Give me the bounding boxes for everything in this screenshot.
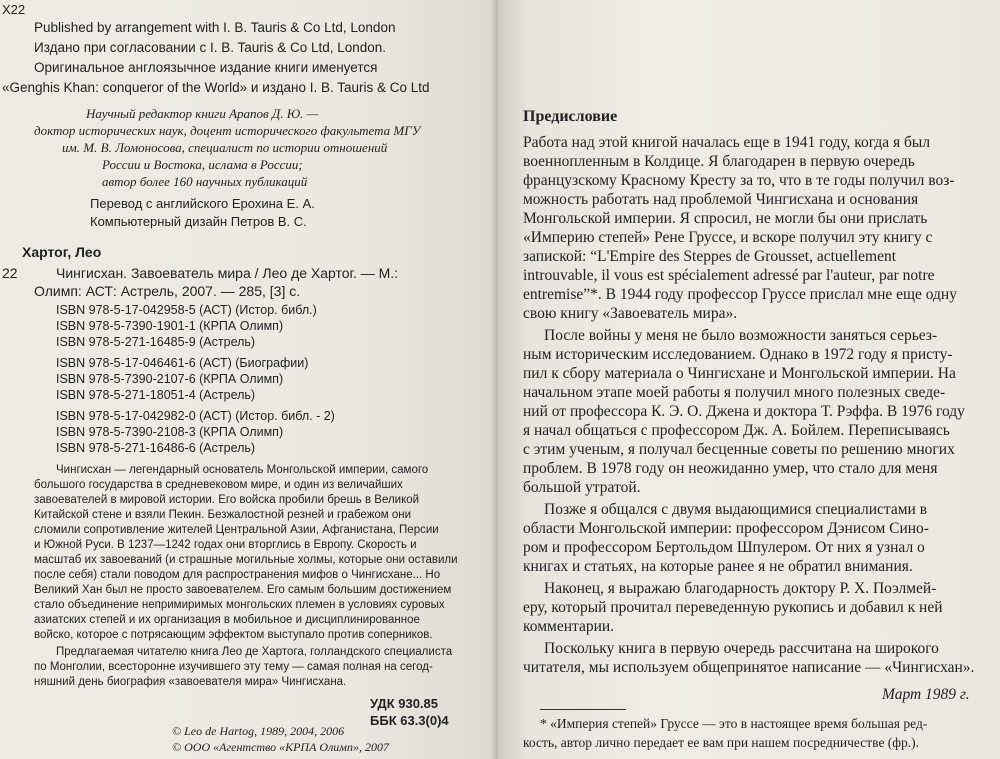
annotation-line: стало объединение непримиримых монгольских племен в условиях суровых <box>34 599 445 611</box>
isbn-line: ISBN 978-5-7390-2108-3 (КРПА Олимп) <box>56 425 284 439</box>
footnote-line: * «Империя степей» Груссе — это в настоящее время большая ред- <box>540 716 928 731</box>
preface-line: книгах и статьях, на которые ранее я не обратил внимания. <box>523 558 913 575</box>
preface-line: большой утратой. <box>523 479 641 496</box>
preface-heading: Предисловие <box>523 108 618 125</box>
udk-code: УДК 930.85 <box>370 696 438 711</box>
annotation-line: масштаб их завоеваний (и страшные могильные холмы, которые они оставили <box>34 554 458 566</box>
pub-info-line: «Genghis Khan: conqueror of the World» и издано I. B. Tauris & Co Ltd <box>2 80 430 95</box>
preface-line: я начал общаться с профессором Дж. А. Бойлем. Переписываясь <box>523 422 950 439</box>
isbn-line: ISBN 978-5-17-042958-5 (АСТ) (Истор. библ.) <box>56 303 317 317</box>
preface-line: начальном этапе моей работы я получил много полезных сведе- <box>523 384 946 401</box>
preface-line: читателя, мы используем общепринятое написание — «Чингисхан». <box>523 659 975 676</box>
footnote-rule <box>540 709 626 710</box>
margin-number: 22 <box>2 265 18 281</box>
preface-line: можность работать над проблемой Чингисхана и основания <box>523 191 919 208</box>
preface-line: с этим ученым, я получал бесценные советы по решению многих <box>523 441 955 458</box>
preface-line: французскому Красному Кресту за то, что в те годы получил воз- <box>523 172 955 189</box>
preface-line: пил к сбору материала о Чингисхане и Монгольской империи. На <box>523 365 956 382</box>
preface-line: комментарии. <box>523 618 615 635</box>
isbn-line: ISBN 978-5-271-16486-6 (Астрель) <box>56 441 256 455</box>
preface-line: Наконец, я выражаю благодарность доктору Р. Х. Поэлмей- <box>544 580 937 597</box>
copyright-line: © ООО «Агентство «КРПА Олимп», 2007 <box>172 740 389 754</box>
annotation-line: Чингисхан — легендарный основатель Монгольской империи, самого <box>56 464 429 476</box>
preface-line: свою книгу «Завоеватель мира». <box>523 305 738 322</box>
bbk-code: ББК 63.3(0)4 <box>370 713 449 728</box>
pub-info-line: Оригинальное англоязычное издание книги именуется <box>34 60 378 75</box>
corner-mark: Х22 <box>2 2 26 17</box>
isbn-line: ISBN 978-5-17-046461-6 (АСТ) (Биографии) <box>56 356 309 370</box>
preface-line: военнопленным в Колдице. Я благодарен в первую очередь <box>523 153 915 170</box>
preface-line: области Монгольской империи: профессором Дэнисом Сино- <box>523 520 929 537</box>
left-page <box>0 0 498 759</box>
preface-line: Позже я общался с двумя выдающимися специалистами в <box>544 501 928 518</box>
annotation-line: Великий Хан был не просто завоевателем. Его самым большим достижением <box>34 584 452 596</box>
isbn-line: ISBN 978-5-7390-2107-6 (КРПА Олимп) <box>56 372 284 386</box>
editor-line: Научный редактор книги Арапов Д. Ю. — <box>86 106 319 121</box>
annotation-line: и Южной Руси. В 1237—1242 годах они вторглись в Европу. Скорость и <box>34 539 417 551</box>
preface-line: После войны у меня не было возможности заняться серьез- <box>544 327 938 344</box>
preface-line: Поскольку книга в первую очередь рассчитана на широкого <box>544 640 939 657</box>
annotation-line: Китайской стене и взяли Пекин. Безжалостной резней и грабежом они <box>34 509 412 521</box>
right-page <box>498 0 1000 759</box>
preface-line: Работа над этой книгой началась еще в 1941 году, когда я был <box>523 134 931 151</box>
preface-line: Монгольской империи. Я спросил, не могли бы они прислать <box>523 210 928 227</box>
annotation-line: азиатских степей и их организация в мобильное и дисциплинированное <box>34 614 420 626</box>
preface-line: еру, который прочитал переведенную рукопись и добавил к ней <box>523 599 943 616</box>
design-line: Компьютерный дизайн Петров В. С. <box>90 214 307 229</box>
annotation-line: после себя) стали поводом для распространения мифов о Чингисхане... Но <box>34 569 441 581</box>
annotation-line: Предлагаемая читателю книга Лео де Хартога, голландского специалиста <box>56 646 453 658</box>
annotation-line: сломили сопротивление жителей Центральной Азии, Афганистана, Персии <box>34 524 439 536</box>
preface-line: проблем. В 1978 году он неожиданно умер, что стало для меня <box>523 460 938 477</box>
preface-line: запиской: “L'Empire des Steppes de Grousset, actuellement <box>523 248 897 265</box>
annotation-line: няшний день биография «завоевателя мира» Чингисхана. <box>34 676 347 688</box>
preface-line: ний от профессора К. Э. О. Джена и доктора Т. Рэффа. В 1976 году <box>523 403 965 420</box>
editor-line: им. М. В. Ломоносова, специалист по истории отношений <box>62 140 388 155</box>
preface-line: introuvable, il vous est spécialement adressé par l'auteur, par notre <box>523 267 935 284</box>
editor-line: доктор исторических наук, доцент исторического факультета МГУ <box>34 123 421 138</box>
bib-line: Чингисхан. Завоеватель мира / Лео де Хартог. — М.: <box>56 265 399 281</box>
pub-info-line: Издано при согласовании с I. B. Tauris & Co Ltd, London. <box>34 40 387 55</box>
isbn-line: ISBN 978-5-271-18051-4 (Астрель) <box>56 388 256 402</box>
preface-date: Март 1989 г. <box>882 686 970 703</box>
copyright-line: © Leo de Hartog, 1989, 2004, 2006 <box>172 724 345 738</box>
author-heading: Хартог, Лео <box>22 244 102 260</box>
editor-line: России и Востока, ислама в России; <box>102 157 303 172</box>
annotation-line: по Монголии, всесторонне изучившего эту тему — самая полная на сегод- <box>34 661 433 673</box>
isbn-line: ISBN 978-5-271-16485-9 (Астрель) <box>56 335 256 349</box>
annotation-line: завоевателей в мировой истории. Его войска пробили брешь в Великой <box>34 494 420 506</box>
preface-line: ным историческим исследованием. Однако в 1972 году я присту- <box>523 346 953 363</box>
isbn-line: ISBN 978-5-17-042982-0 (АСТ) (Истор. библ. - 2) <box>56 409 335 423</box>
annotation-line: большого государства в средневековом мире, и один из величайших <box>34 479 403 491</box>
preface-line: «Империю степей» Рене Груссе, и вскоре получил эту книгу с <box>523 229 933 246</box>
editor-line: автор более 160 научных публикаций <box>102 174 308 189</box>
preface-line: ром и профессором Бертольдом Шпулером. От них я узнал о <box>523 539 925 556</box>
preface-line: entremise”*. В 1944 году профессор Груссе прислал мне еще одну <box>523 286 957 303</box>
translation-line: Перевод с английского Ерохина Е. А. <box>90 196 315 211</box>
footnote-line: кость, автор лично передает ее вам при нашем посредничестве (фр.). <box>523 735 920 750</box>
isbn-line: ISBN 978-5-7390-1901-1 (КРПА Олимп) <box>56 319 284 333</box>
annotation-line: войско, которое с потрясающим эффектом выступало против соперников. <box>34 629 433 641</box>
bib-line: Олимп: АСТ: Астрель, 2007. — 285, [3] с. <box>34 283 301 299</box>
pub-info-line: Published by arrangement with I. B. Tauris & Co Ltd, London <box>34 20 396 35</box>
